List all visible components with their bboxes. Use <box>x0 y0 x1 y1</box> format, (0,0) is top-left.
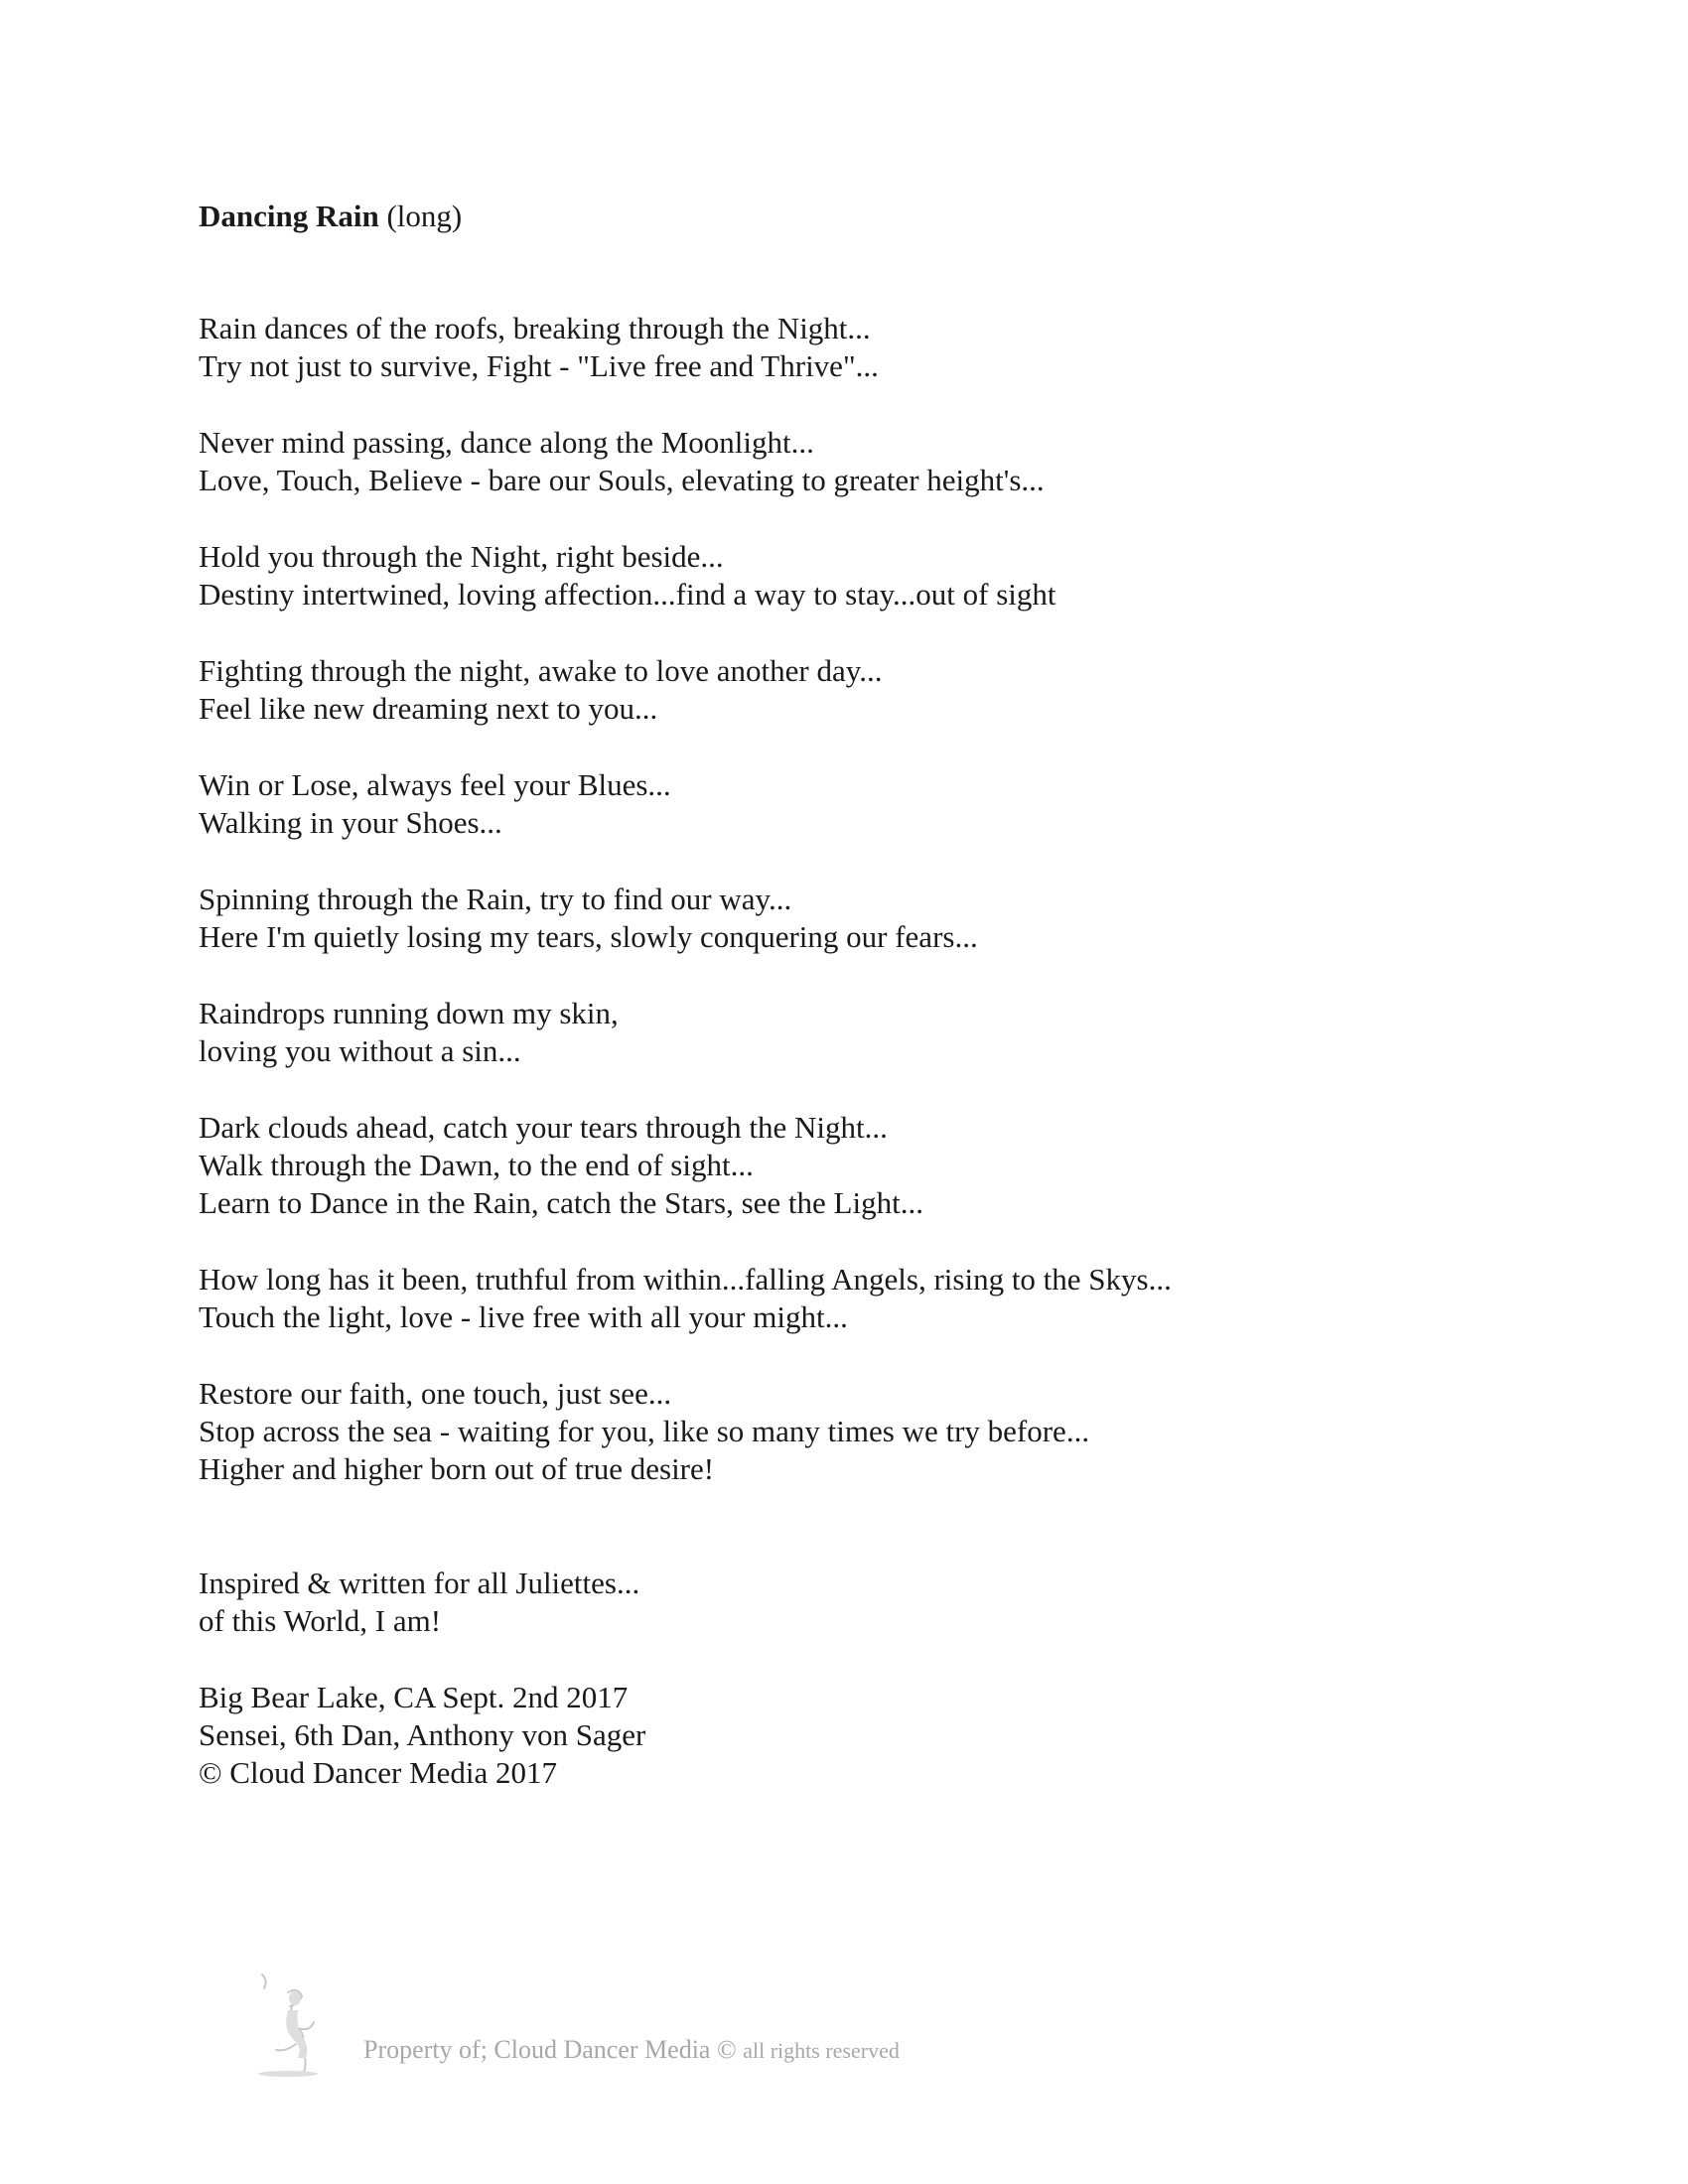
stanza <box>199 1375 1489 1488</box>
stanza <box>199 881 1489 956</box>
poem-line: Raindrops running down my skin, <box>199 996 619 1030</box>
poem-title <box>199 197 1489 236</box>
footer-rights-text: all rights reserved <box>743 2038 900 2063</box>
stanza <box>199 766 1489 842</box>
stanza <box>199 995 1489 1070</box>
footer-watermark <box>248 1971 1043 2080</box>
poem-line: Win or Lose, always feel your Blues... <box>199 767 671 802</box>
stanza <box>199 424 1489 499</box>
poem-line: How long has it been, truthful from within...falling Angels, rising to the Skys... <box>199 1262 1172 1297</box>
poem-line: Dark clouds ahead, catch your tears through the Night... <box>199 1110 888 1145</box>
poem-line: Walk through the Dawn, to the end of sight... <box>199 1148 754 1182</box>
dedication-line: of this World, I am! <box>199 1603 442 1638</box>
poem-line: Try not just to survive, Fight - "Live free and Thrive"... <box>199 348 879 383</box>
poem-line: Feel like new dreaming next to you... <box>199 691 658 726</box>
poem-page <box>199 197 1489 1831</box>
stanza <box>199 1109 1489 1222</box>
poem-line: Fighting through the night, awake to love another day... <box>199 653 883 688</box>
stanza <box>199 1261 1489 1336</box>
footer-text <box>363 2035 900 2065</box>
stanza <box>199 652 1489 728</box>
poem-line: Here I'm quietly losing my tears, slowly conquering our fears... <box>199 919 978 954</box>
footer-property-text: Property of; Cloud Dancer Media © <box>363 2035 737 2064</box>
signature-block <box>199 1679 1489 1792</box>
poem-line: Hold you through the Night, right beside... <box>199 539 724 574</box>
poem-title-suffix: (long) <box>386 199 463 233</box>
poem-line: Rain dances of the roofs, breaking through the Night... <box>199 311 871 345</box>
poem-line: Destiny intertwined, loving affection...find a way to stay...out of sight <box>199 577 1056 612</box>
poem-line: Spinning through the Rain, try to find our way... <box>199 882 792 916</box>
poem-line: Stop across the sea - waiting for you, like so many times we try before... <box>199 1414 1090 1448</box>
poem-line: Walking in your Shoes... <box>199 805 502 840</box>
poem-line: Restore our faith, one touch, just see... <box>199 1376 672 1411</box>
stanza <box>199 538 1489 614</box>
poem-line: Touch the light, love - live free with all your might... <box>199 1299 848 1334</box>
poem-line: Higher and higher born out of true desire! <box>199 1451 715 1486</box>
signature-author: Sensei, 6th Dan, Anthony von Sager <box>199 1717 646 1752</box>
poem-line: Love, Touch, Believe - bare our Souls, elevating to greater height's... <box>199 463 1045 497</box>
poem-line: loving you without a sin... <box>199 1033 521 1068</box>
signature-place-date: Big Bear Lake, CA Sept. 2nd 2017 <box>199 1680 629 1714</box>
dedication <box>199 1565 1489 1640</box>
poem-line: Learn to Dance in the Rain, catch the Stars, see the Light... <box>199 1185 923 1220</box>
poem-title-bold: Dancing Rain <box>199 199 379 233</box>
stanza <box>199 310 1489 385</box>
dedication-line: Inspired & written for all Juliettes... <box>199 1566 640 1600</box>
poem-line: Never mind passing, dance along the Moonlight... <box>199 425 814 460</box>
signature-copyright: © Cloud Dancer Media 2017 <box>199 1755 558 1790</box>
dancer-silhouette-icon <box>248 1971 343 2080</box>
